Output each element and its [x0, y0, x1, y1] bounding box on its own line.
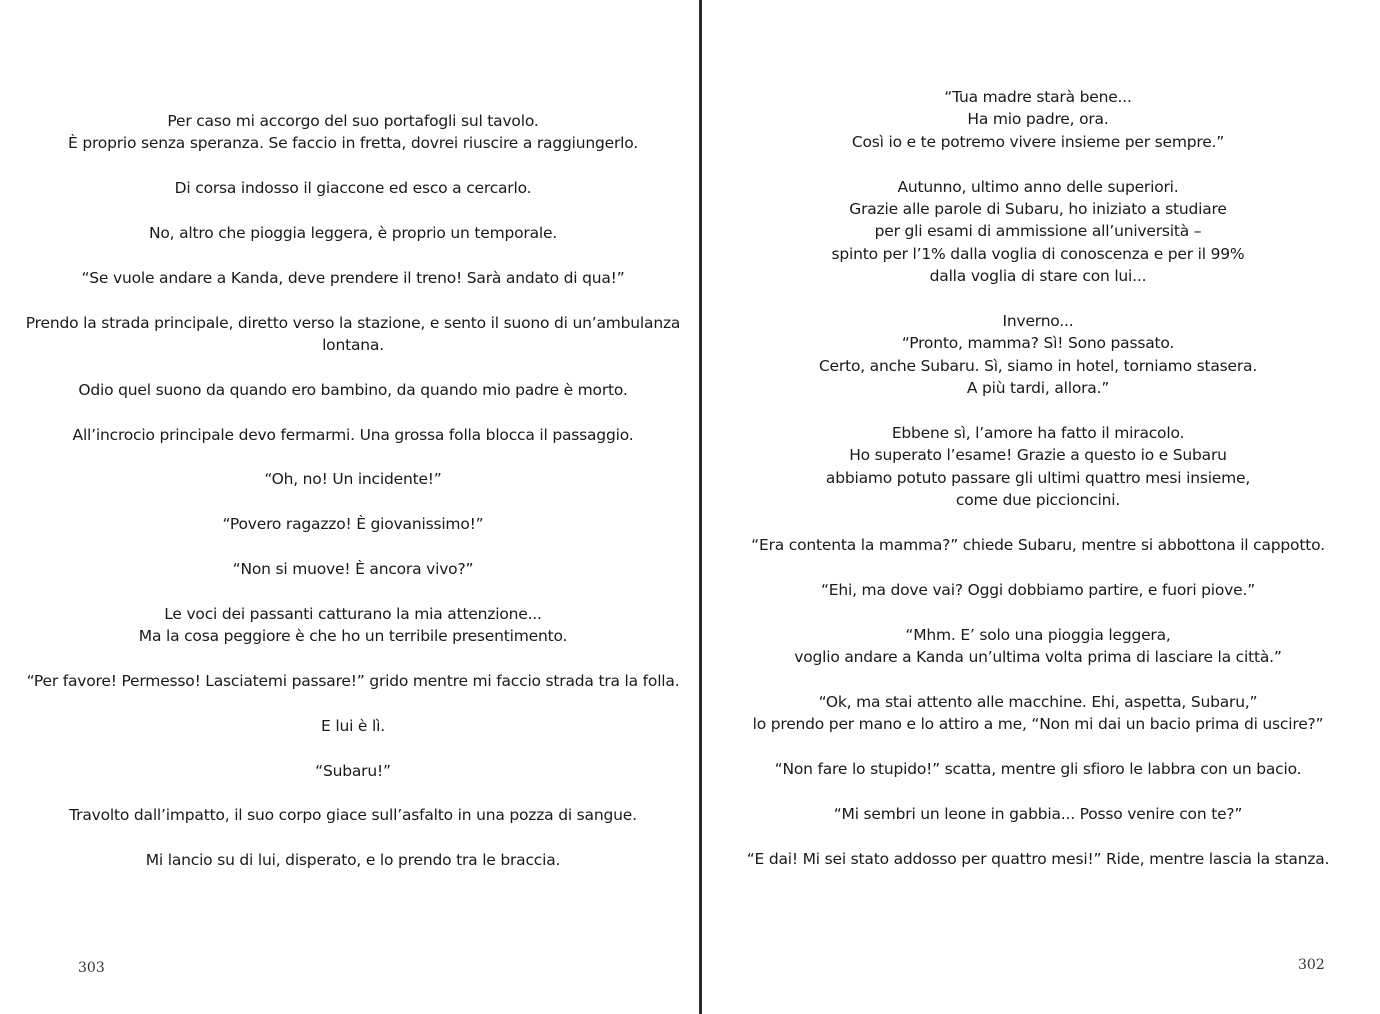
- left-paragraph-9: “Povero ragazzo! È giovanissimo!”: [222, 515, 484, 534]
- right-page: [702, 0, 1380, 1014]
- left-paragraph-5: Prendo la strada principale, diretto verso la stazione, e sento il suono di un’ambulanza lontana.: [25, 313, 681, 354]
- right-paragraph-11: “E dai! Mi sei stato addosso per quattro mesi!” Ride, mentre lascia la stanza.: [746, 849, 1330, 868]
- left-paragraph-4: “Se vuole andare a Kanda, deve prendere il treno! Sarà andato di qua!”: [81, 268, 625, 287]
- left-page-number: 303: [78, 960, 105, 976]
- left-paragraph-12: “Per favore! Permesso! Lasciatemi passare!” grido mentre mi faccio strada tra la folla.: [26, 671, 680, 690]
- right-paragraph-1: “Tua madre starà bene... Ha mio padre, ora. Così io e te potremo vivere insieme per sempre.”: [851, 88, 1225, 151]
- left-paragraph-10: “Non si muove! È ancora vivo?”: [232, 559, 474, 578]
- left-paragraph-8: “Oh, no! Un incidente!”: [264, 470, 442, 489]
- left-paragraph-11: Le voci dei passanti catturano la mia attenzione... Ma la cosa peggiore è che ho un terribile presentimento.: [138, 604, 568, 646]
- right-paragraph-10: “Mi sembri un leone in gabbia... Posso venire con te?”: [833, 804, 1243, 823]
- left-paragraph-6: Odio quel suono da quando ero bambino, da quando mio padre è morto.: [78, 380, 628, 399]
- right-paragraph-7: “Mhm. E’ solo una pioggia leggera, voglio andare a Kanda un’ultima volta prima di lasciare la città.”: [794, 625, 1282, 667]
- left-paragraph-14: “Subaru!”: [315, 761, 391, 780]
- right-paragraph-4: Ebbene sì, l’amore ha fatto il miracolo. Ho superato l’esame! Grazie a questo io e Subaru abbiamo potuto passare gli ultimi quattro mesi insieme, come due piccioncini.: [825, 424, 1251, 510]
- left-paragraph-2: Di corsa indosso il giaccone ed esco a cercarlo.: [174, 179, 532, 198]
- left-paragraph-1: Per caso mi accorgo del suo portafogli sul tavolo. È proprio senza speranza. Se faccio in fretta, dovrei riuscire a raggiungerlo.: [68, 112, 638, 153]
- right-page-text: [702, 86, 1380, 892]
- right-paragraph-8: “Ok, ma stai attento alle macchine. Ehi, aspetta, Subaru,” lo prendo per mano e lo attiro a me, “Non mi dai un bacio prima di uscire?”: [752, 692, 1324, 734]
- right-paragraph-6: “Ehi, ma dove vai? Oggi dobbiamo partire, e fuori piove.”: [820, 580, 1256, 599]
- left-paragraph-3: No, altro che pioggia leggera, è proprio un temporale.: [148, 224, 558, 242]
- right-paragraph-9: “Non fare lo stupido!” scatta, mentre gli sfioro le labbra con un bacio.: [774, 760, 1302, 779]
- left-page-text: [0, 110, 700, 894]
- right-paragraph-2: Autunno, ultimo anno delle superiori. Grazie alle parole di Subaru, ho iniziato a studiare per gli esami di ammissione all’università – spinto per l’1% dalla voglia di conoscenza e per il 99% dalla voglia di stare con lui...: [831, 177, 1245, 286]
- right-paragraph-5: “Era contenta la mamma?” chiede Subaru, mentre si abbottona il cappotto.: [751, 536, 1325, 555]
- right-paragraph-3: Inverno... “Pronto, mamma? Sì! Sono passato. Certo, anche Subaru. Sì, siamo in hotel, torniamo stasera. A più tardi, allora.”: [818, 312, 1258, 398]
- left-paragraph-16: Mi lancio su di lui, disperato, e lo prendo tra le braccia.: [145, 851, 561, 870]
- right-page-number: 302: [1298, 957, 1325, 973]
- left-paragraph-15: Travolto dall’impatto, il suo corpo giace sull’asfalto in una pozza di sangue.: [69, 806, 637, 825]
- left-paragraph-7: All’incrocio principale devo fermarmi. Una grossa folla blocca il passaggio.: [72, 425, 634, 444]
- left-paragraph-13: E lui è lì.: [321, 716, 385, 735]
